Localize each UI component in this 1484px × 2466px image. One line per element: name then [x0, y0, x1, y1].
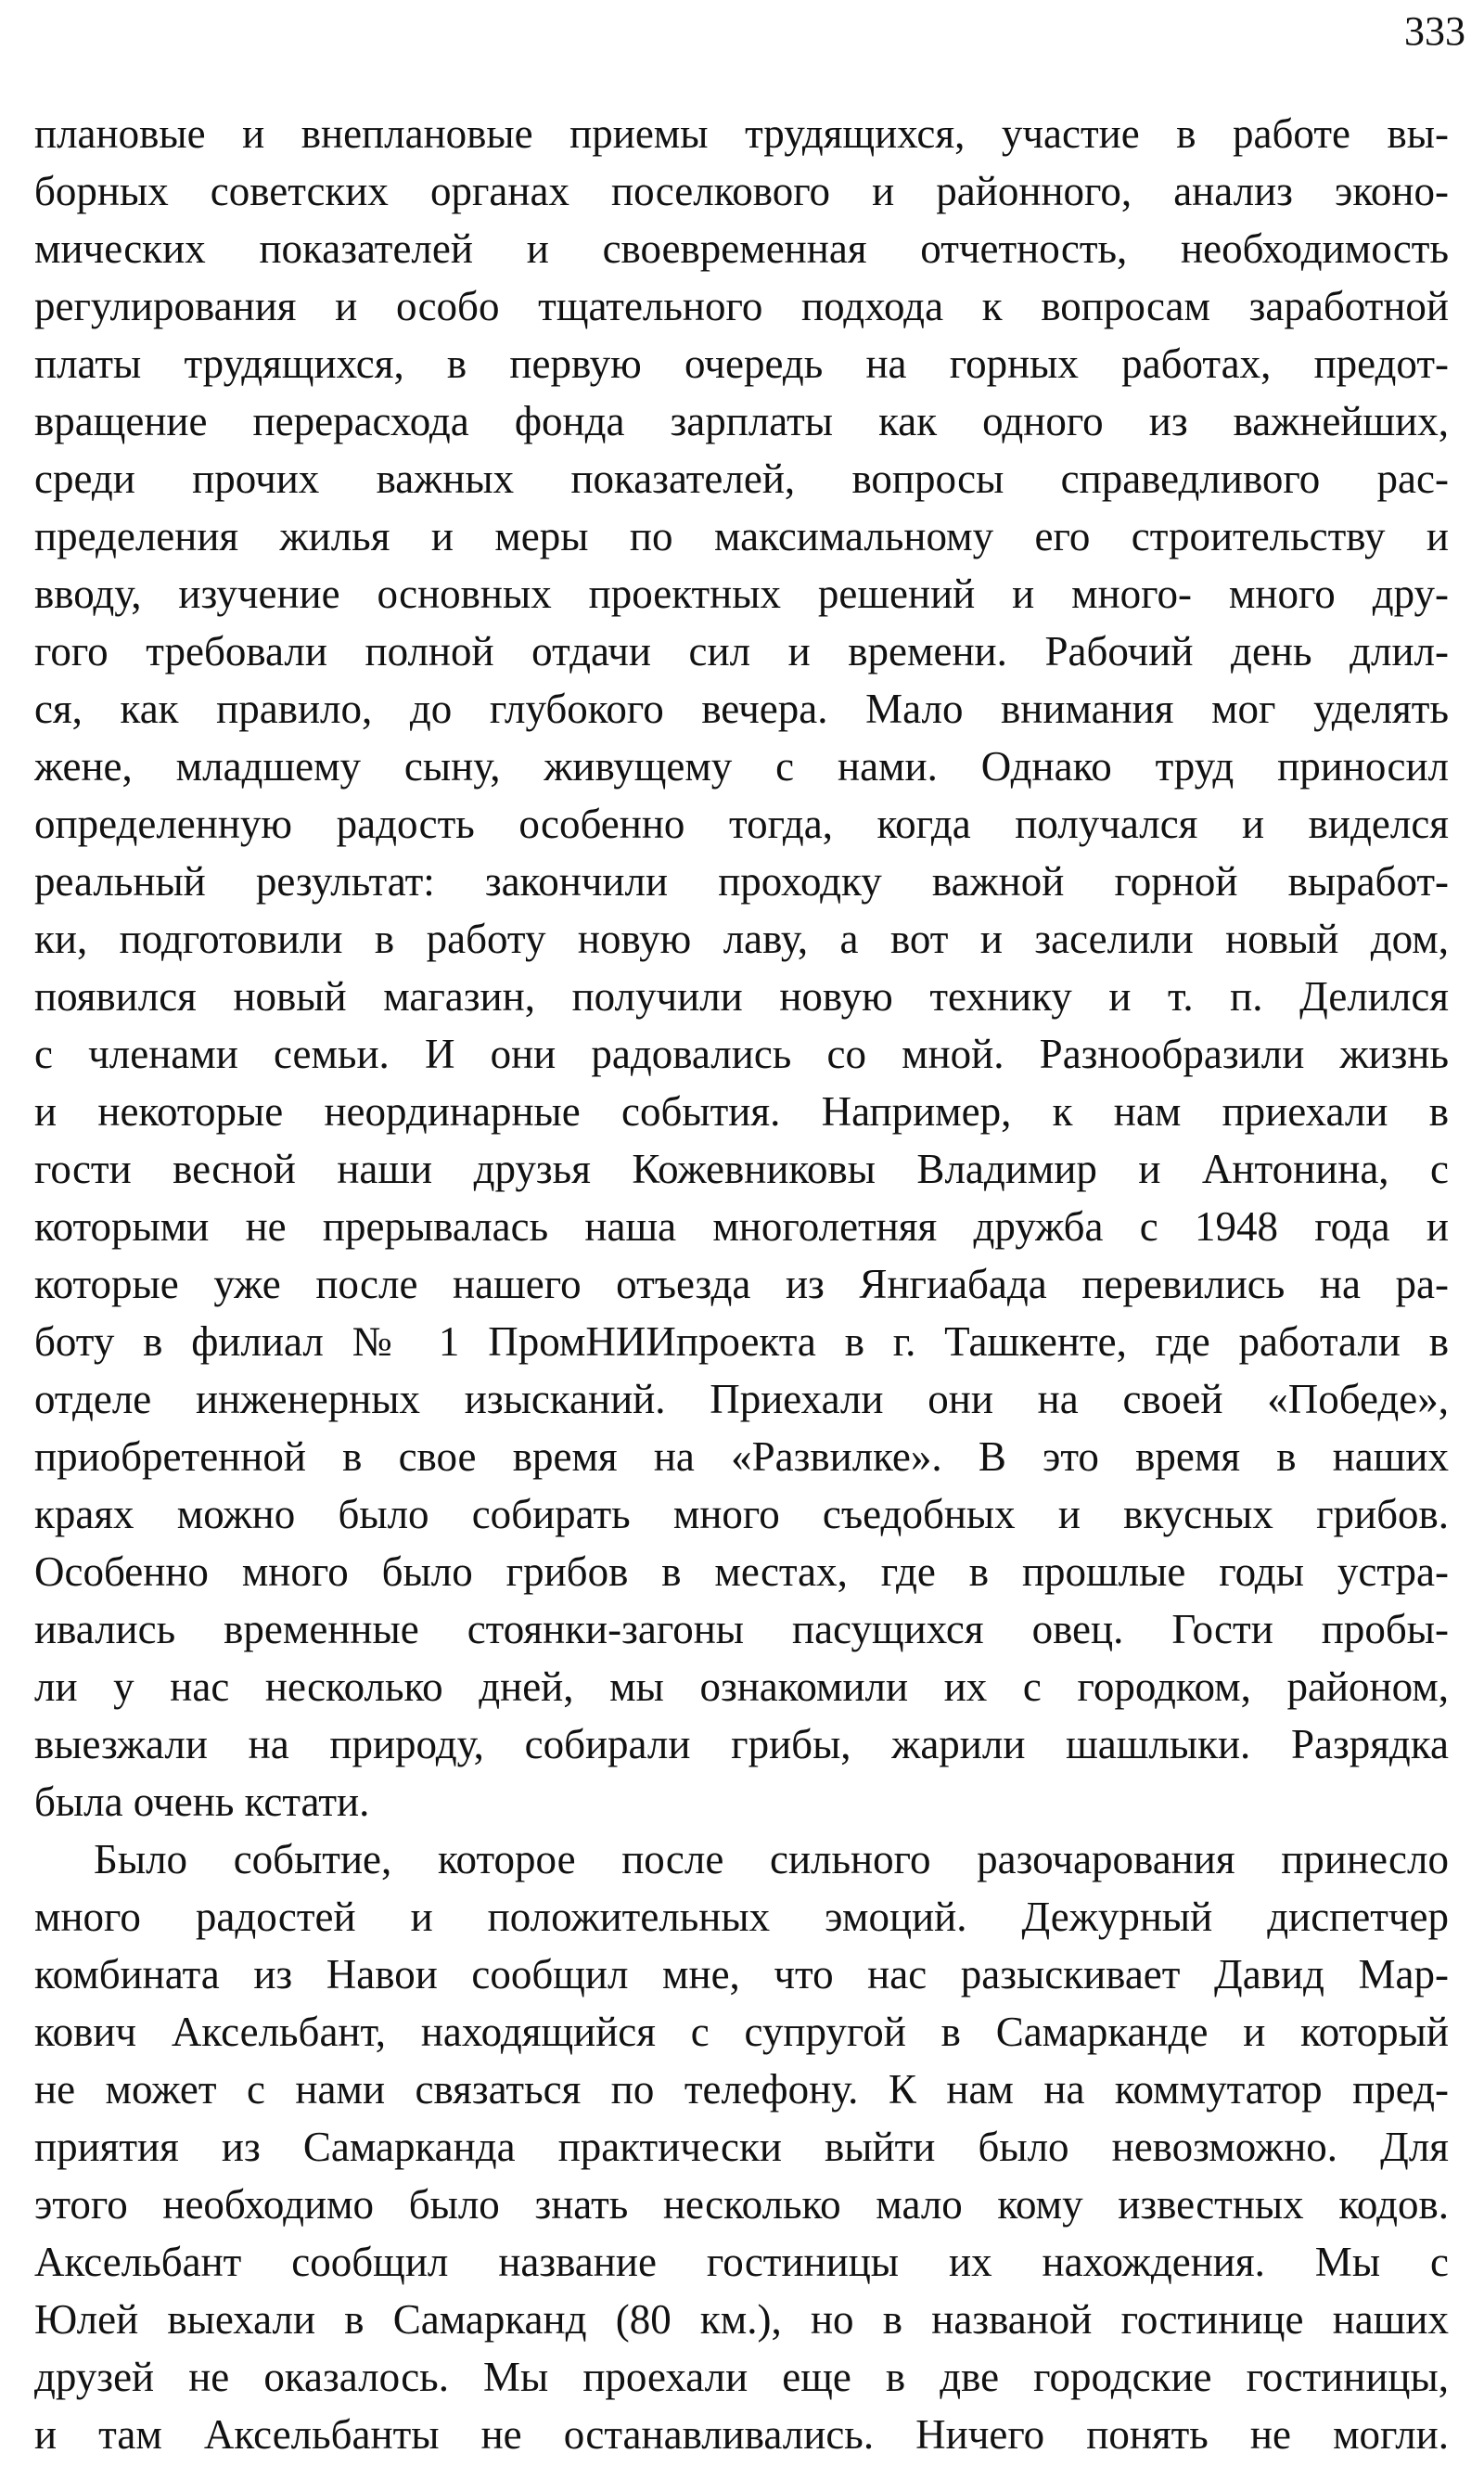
text-line: среди прочих важных показателей, вопросы справедливого рас-: [34, 456, 1449, 502]
text-line: друзей не оказалось. Мы проехали еще в две городские гостиницы,: [34, 2354, 1449, 2400]
text-line: выезжали на природу, собирали грибы, жарили шашлыки. Разрядка: [34, 1721, 1449, 1767]
text-line: боту в филиал № 1 ПромНИИпроекта в г. Ташкенте, где работали в: [34, 1318, 1449, 1365]
text-line: ки, подготовили в работу новую лаву, а вот и заселили новый дом,: [34, 916, 1449, 962]
text-line: борных советских органах поселкового и районного, анализ эконо-: [34, 168, 1449, 214]
text-line: приобретенной в свое время на «Развилке». В это время в наших: [34, 1433, 1449, 1480]
text-line: ли у нас несколько дней, мы ознакомили их с городком, районом,: [34, 1663, 1449, 1710]
text-line: платы трудящихся, в первую очередь на горных работах, предот-: [34, 340, 1449, 387]
paragraph-first-line: Было событие, которое после сильного разочарования принесло: [94, 1836, 1449, 1882]
page-number: 333: [1404, 8, 1465, 54]
text-line: гого требовали полной отдачи сил и времени. Рабочий день длил-: [34, 628, 1449, 674]
text-line: Юлей выехали в Самарканд (80 км.), но в названой гостинице наших: [34, 2296, 1449, 2343]
text-line: гости весной наши друзья Кожевниковы Владимир и Антонина, с: [34, 1146, 1449, 1192]
text-line: много радостей и положительных эмоций. Дежурный диспетчер: [34, 1894, 1449, 1940]
text-line: приятия из Самарканда практически выйти было невозможно. Для: [34, 2124, 1449, 2170]
text-line: плановые и внеплановые приемы трудящихся, участие в работе вы-: [34, 110, 1449, 157]
text-line: жене, младшему сыну, живущему с нами. Однако труд приносил: [34, 743, 1449, 790]
text-line: ся, как правило, до глубокого вечера. Мало внимания мог уделять: [34, 686, 1449, 732]
text-line: комбината из Навои сообщил мне, что нас разыскивает Давид Мар-: [34, 1951, 1449, 1997]
text-line: определенную радость особенно тогда, когда получался и виделся: [34, 801, 1449, 847]
text-line: регулирования и особо тщательного подхода к вопросам заработной: [34, 283, 1449, 329]
text-line: не может с нами связаться по телефону. К нам на коммутатор пред-: [34, 2066, 1449, 2113]
paragraph-last-line: была очень кстати.: [34, 1779, 370, 1825]
text-line: вращение перерасхода фонда зарплаты как одного из важнейших,: [34, 398, 1449, 444]
text-line: этого необходимо было знать несколько мало кому известных кодов.: [34, 2181, 1449, 2228]
text-line: Аксельбант сообщил название гостиницы их нахождения. Мы с: [34, 2239, 1449, 2285]
text-line: вводу, изучение основных проектных решений и много- много дру-: [34, 571, 1449, 617]
text-line: и некоторые неординарные события. Например, к нам приехали в: [34, 1088, 1449, 1135]
text-line: которыми не прерывалась наша многолетняя дружба с 1948 года и: [34, 1203, 1449, 1250]
body-text: [34, 105, 1449, 2463]
text-line: ивались временные стоянки-загоны пасущихся овец. Гости пробы-: [34, 1606, 1449, 1652]
text-line: краях можно было собирать много съедобных и вкусных грибов.: [34, 1491, 1449, 1537]
text-line: пределения жилья и меры по максимальному его строительству и: [34, 513, 1449, 559]
text-line: реальный результат: закончили проходку важной горной выработ-: [34, 858, 1449, 905]
text-line: Особенно много было грибов в местах, где в прошлые годы устра-: [34, 1548, 1449, 1595]
text-line: с членами семьи. И они радовались со мной. Разнообразили жизнь: [34, 1031, 1449, 1077]
text-line: появился новый магазин, получили новую технику и т. п. Делился: [34, 973, 1449, 1020]
text-line: которые уже после нашего отъезда из Янгиабада перевились на ра-: [34, 1261, 1449, 1307]
text-line: отделе инженерных изысканий. Приехали они на своей «Победе»,: [34, 1376, 1449, 1422]
text-line: мических показателей и своевременная отчетность, необходимость: [34, 225, 1449, 272]
text-line: и там Аксельбанты не останавливались. Ничего понять не могли.: [34, 2411, 1449, 2458]
text-line: кович Аксельбант, находящийся с супругой в Самарканде и который: [34, 2009, 1449, 2055]
